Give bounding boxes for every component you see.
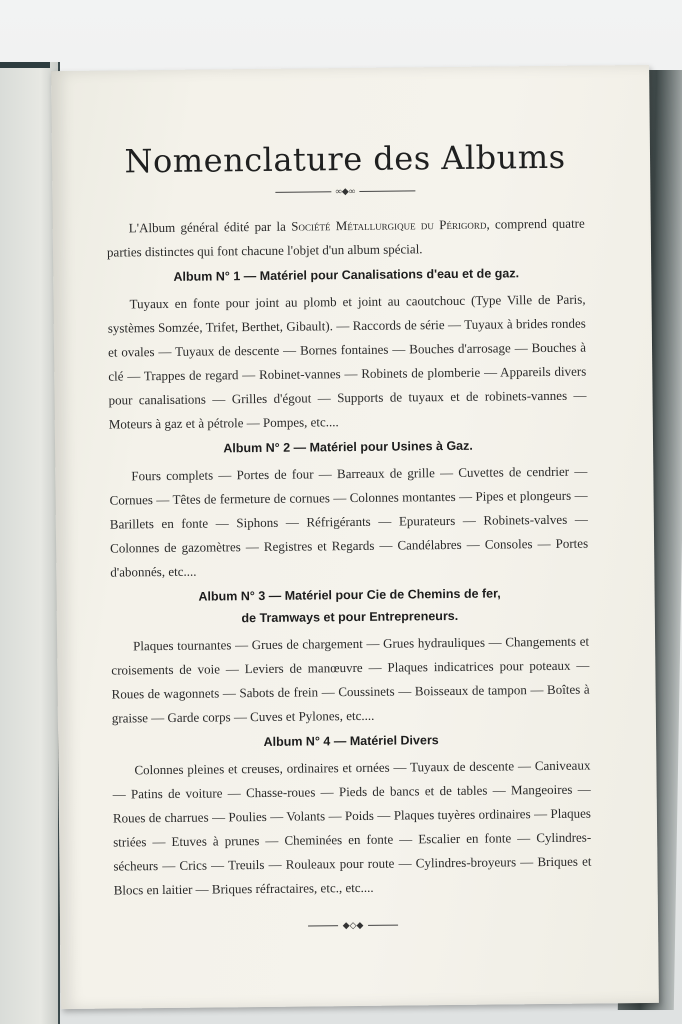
album-1-text: Tuyaux en fonte pour joint au plomb et joint au caoutchouc (Type Ville de Paris, systèmes Somzée, Trifet, Berthet, Gibault). — Raccords de série — Tuyaux à brides rondes et ovales — Tuyaux de descente — Bornes fontaines — Bouches d'arrosage — Bouches à clé — Trappes de regard — Robinet-vannes — Robinets de plomberie — Appareils divers pour canalisations — Grilles d'égout — Supports de tuyaux et de robinets-vannes — Moteurs à gaz et à pétrole — Pompes, etc.... (107, 291, 587, 432)
album-1-heading: Album N° 1 — Matériel pour Canalisations d'eau et de gaz. (173, 266, 520, 284)
title-ornament-icon: ∞◆∞ (331, 187, 359, 195)
end-ornament-icon: ◆◇◆ (338, 921, 368, 929)
book-page (51, 65, 659, 1009)
album-4-text: Colonnes pleines et creuses, ordinaires et ornées — Tuyaux de descente — Caniveaux — Patins de voiture — Chasse-roues — Pieds de bancs et de tables — Mangeoires — Roues de charrues — Poulies — Volants — Poids — Plaques tuyères ordinaires — Plaques striées — Etuves à prunes — Cheminées en fonte — Escalier en fonte — Cylindres-sécheurs — Crics — Treuils — Rouleaux pour route — Cylindres-broyeurs — Briques et Blocs en laitier — Briques réfractaires, etc., etc.... (112, 757, 592, 898)
page-title: Nomenclature des Albums (124, 137, 566, 181)
book-left-page-edge (0, 62, 60, 1024)
album-4-heading: Album N° 4 — Matériel Divers (263, 733, 439, 749)
intro-text-start: L'Album général édité par la (128, 218, 292, 236)
album-3-text: Plaques tournantes — Grues de chargement — Grues hydrauliques — Changements et croisements de voie — Leviers de manœuvre — Plaques indicatrices pour poteaux — Roues de wagonnets — Sabots de frein — Coussinets — Boisseaux de tampon — Boîtes à graisse — Garde corps — Cuves et Pylones, etc.... (111, 633, 590, 726)
title-ornament-rule (275, 185, 415, 196)
album-2-text: Fours complets — Portes de four — Barreaux de grille — Cuvettes de cendrier — Cornues — Têtes de fermeture de cornues — Colonnes montantes — Pipes et plongeurs — Barillets en fonte — Siphons — Réfrigérants — Epurateurs — Robinets-valves — Colonnes de gazomètres — Registres et Regards — Candélabres — Consoles — Portes d'abonnés, etc.... (109, 463, 589, 580)
society-name: Société Métallurgique du Périgord (291, 216, 487, 234)
album-2-heading: Album N° 2 — Matériel pour Usines à Gaz. (223, 438, 473, 456)
intro-text-end: , comprend quatre parties distinctes qui font chacune l'objet d'un album spécial. (106, 215, 585, 260)
album-3-heading-line-2: de Tramways et pour Entrepreneurs. (241, 608, 459, 626)
page-content (106, 138, 592, 933)
end-ornament-rule (308, 920, 398, 931)
intro-paragraph (107, 212, 585, 265)
album-3-heading (111, 582, 589, 631)
album-3-heading-line-1: Album N° 3 — Matériel pour Cie de Chemins de fer, (198, 586, 501, 604)
